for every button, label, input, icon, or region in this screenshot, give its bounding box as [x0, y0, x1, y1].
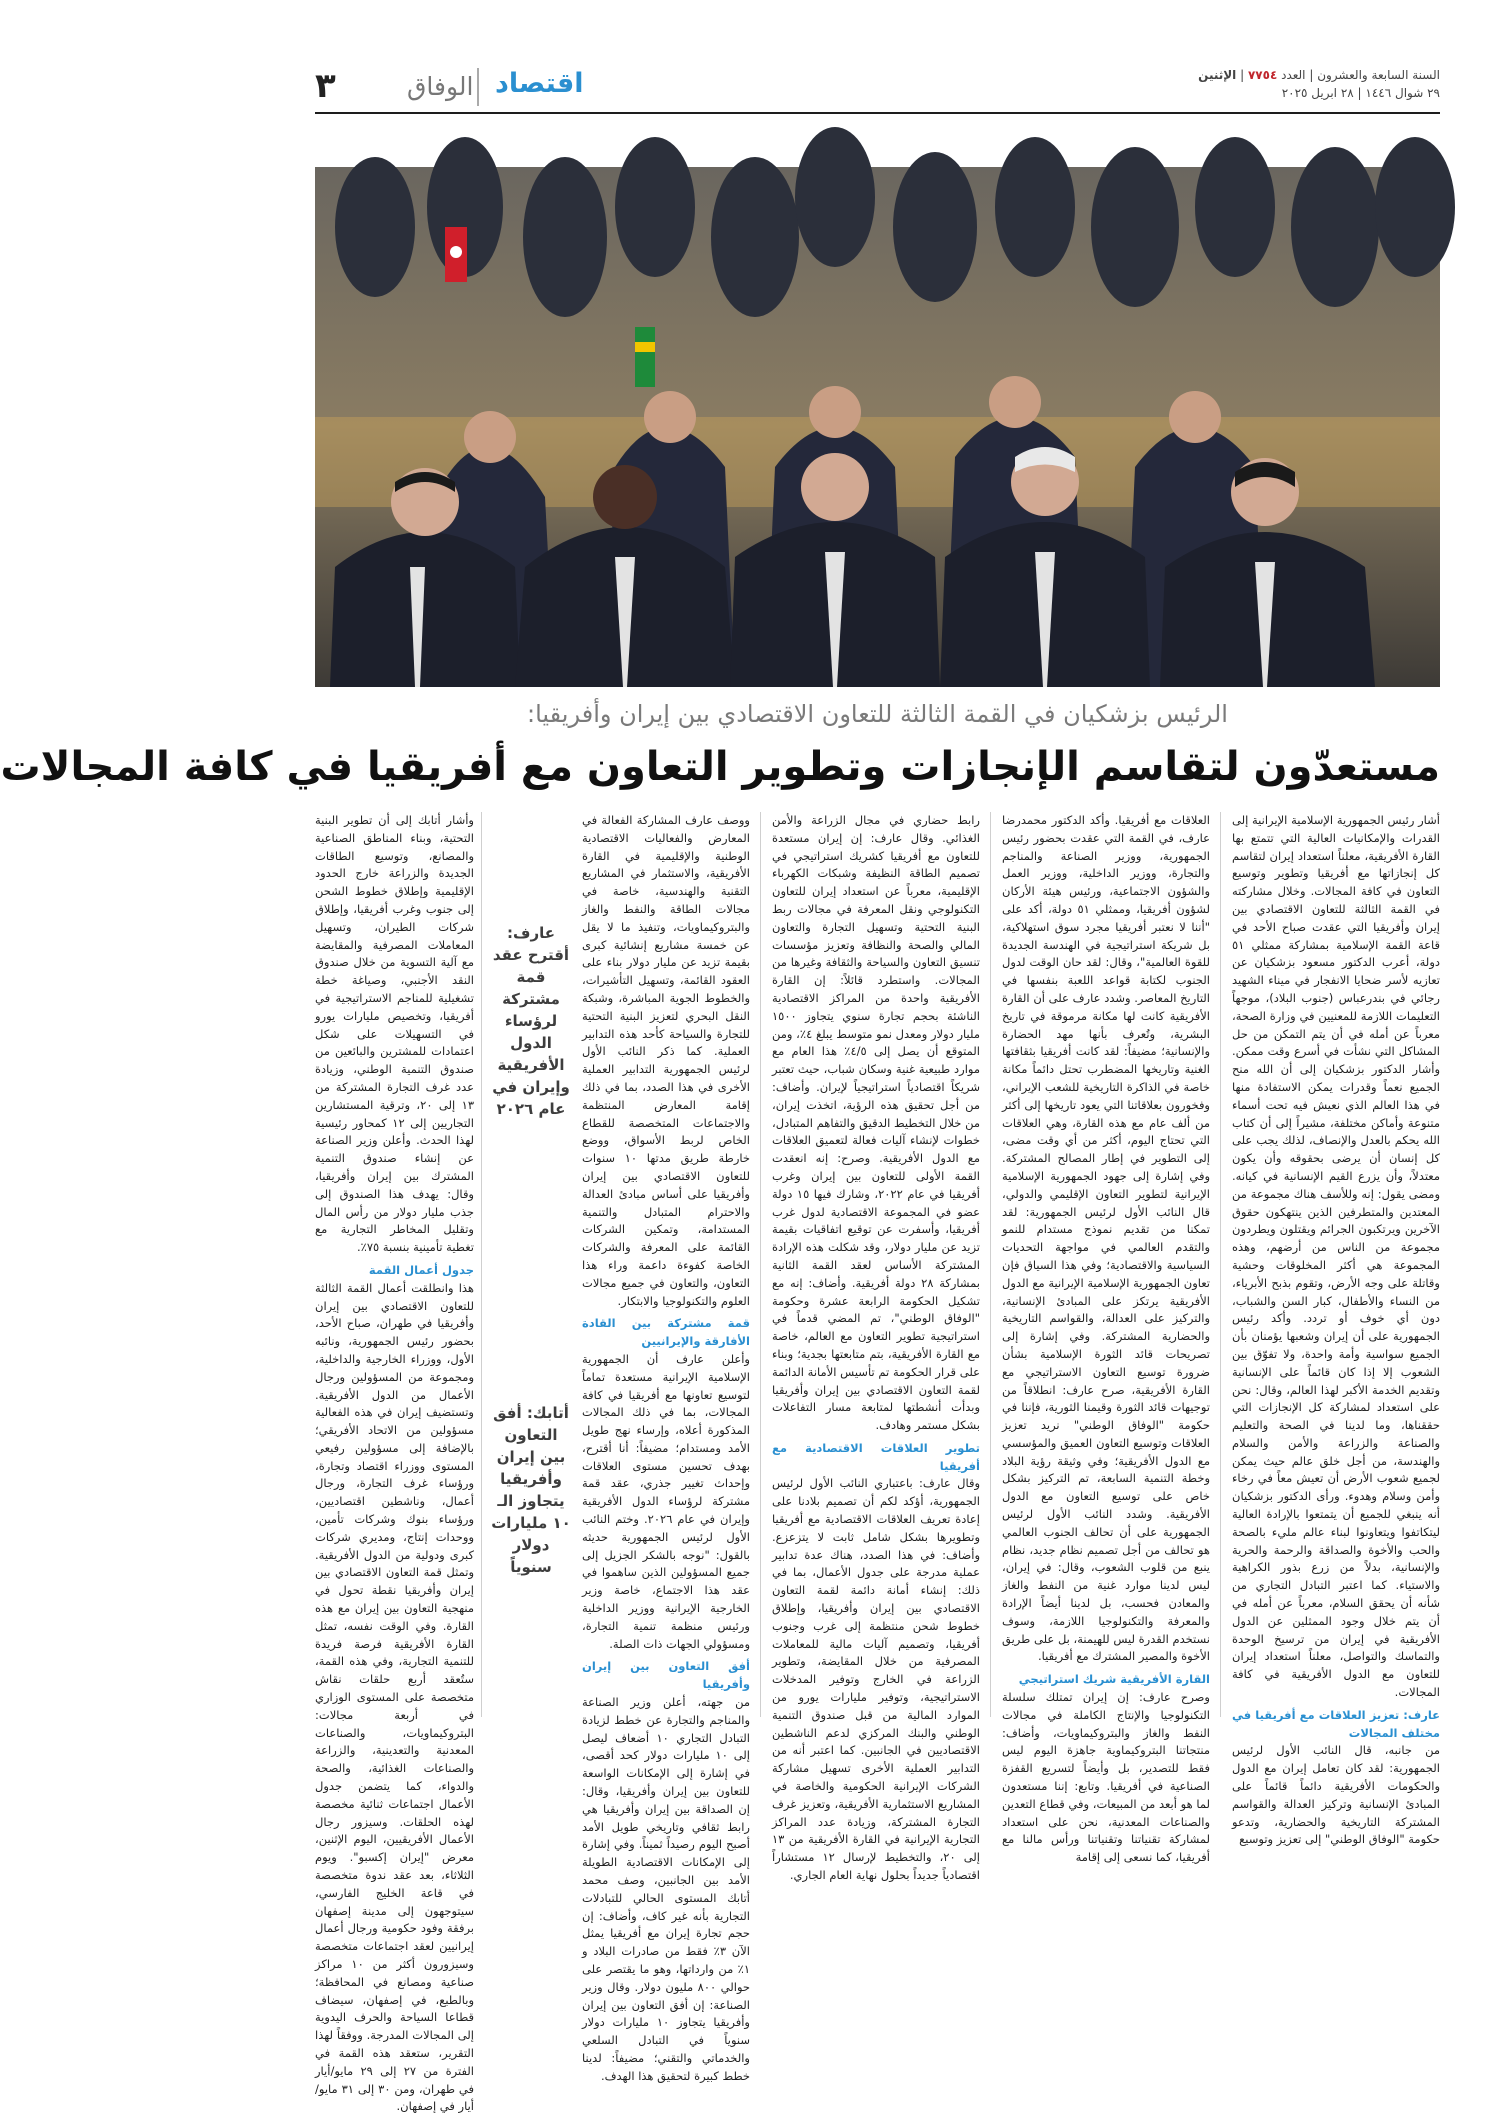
subheading: قمة مشتركة بين القادة الأفارقة والإيرانيين [582, 1316, 750, 1349]
subheading: عارف: تعزيز العلاقات مع أفريقيا في مختلف المجالات [1232, 1707, 1440, 1740]
newspaper-logo: الوفاق [407, 72, 474, 101]
summit-photo-illustration [315, 167, 1440, 687]
subheading: القارة الأفريقية شريك استراتيجي [1018, 1672, 1210, 1687]
header-divider [477, 68, 479, 106]
paragraph: هذا وانطلقت أعمال القمة الثالثة للتعاون الاقتصادي بين إيران وأفريقيا في طهران، صباح الأحد، بحضور رئيس الجمهورية، ونائبه الأول، ووزراء الخارجية والداخلية، ومجموعة من المسؤولين ورجال الأعمال من الدول الأفريقية. وتستضيف إيران في هذه الفعالية مسؤولين من الاتحاد الأفريقي؛ بالإضافة إلى مسؤولين رفيعي المستوى ووزراء اقتصاد وتجارة، ورؤساء غرف التجارة، ورجال أعمال، وناشطين اقتصاديين، ورؤساء بنوك وشركات تأمين، ووحدات إنتاج، ومديري شركات كبرى ودولية من الدول الأفريقية. وتمثل قمة التعاون الاقتصادي بين إيران وأفريقيا نقطة تحول في منهجية التعاون بين إيران مع هذه القارة. وفي الوقت نفسه، تمثل القارة الأفريقية فرصة فريدة للتنمية التجارية، وفي هذه القمة، ستُعقد أربع حلقات نقاش متخصصة على المستوى الوزاري في أربعة مجالات: البتروكيماويات، والصناعات المعدنية والتعدينية، والزراعة والصناعات الغذائية، والصحة والدواء، كما يتضمن جدول الأعمال اجتماعات ثنائية مخصصة لهذه الحلقات. وسيزور رجال الأعمال الأفريقيين، اليوم الإثنين، معرض "إيران إكسبو". ويوم الثلاثاء، بعد عقد ندوة متخصصة في قاعة الخليج الفارسي، سيتوجهون إلى مدينة إصفهان برفقة وفود حكومية ورجال أعمال إيرانيين لعقد اجتماعات متخصصة وسيزورون أكثر من ١٠ مراكز صناعية ومصانع في المحافظة؛ وبالطبع، في إصفهان، سيضاف قطاعا السياحة والحرف اليدوية إلى المجالات المدرجة. ووفقاً لهذا التقرير، ستعقد هذه القمة في الفترة من ٢٧ إلى ٢٩ مايو/أيار في طهران، ومن ٣٠ إلى ٣١ مايو/أيار في إصفهان. [315, 1280, 474, 2114]
column-divider [1220, 812, 1221, 1717]
paragraph: العلاقات مع أفريقيا. وأكد الدكتور محمدرضا عارف، في القمة التي عقدت بحضور رئيس الجمهورية، ووزير الصناعة والمناجم والتجارة، ووزير الداخلية، ووزير العمل والشؤون الاجتماعية، ورئيس هيئة الأركان لشؤون أفريقيا، وممثلي ٥١ دولة، أكد على "أننا لا نعتبر أفريقيا مجرد سوق استهلاكية، بل شريكة استراتيجية في الهندسة الجديدة للقوة العالمية"، وقال: لقد حان الوقت لدول الجنوب لكتابة قواعد اللعبة بنفسها في التاريخ المعاصر. وشدد عارف على أن القارة الأفريقية كانت لها مكانة مرموقة في تاريخ البشرية، وتُعرف بأنها مهد الحضارة والإنسانية؛ مضيفاً: لقد كانت أفريقيا بثقافتها الغنية وتاريخها المضطرب تحتل دائماً مكانة خاصة في الذاكرة التاريخية للشعب الإيراني، وفخورون بعلاقاتنا التي يعود تاريخها إلى أكثر من ألف عام مع هذه القارة، وهي العلاقات التي تحتاج اليوم، أكثر من أي وقت مضى، إلى التطوير في إطار المصالح المشتركة. وفي إشارة إلى جهود الجمهورية الإسلامية الإيرانية لتطوير التعاون الإقليمي والدولي، قال النائب الأول لرئيس الجمهورية: لقد تمكنا من تقديم نموذج مستدام للنمو والتقدم العالمي في مواجهة التحديات السياسية والاقتصادية؛ وفي هذا السياق فإن تعاون الجمهورية الإسلامية الإيرانية مع الدول الأفريقية يرتكز على المبادئ الإنسانية، والتركيز على العدالة، والقواسم التاريخية والحضارية المشتركة. وفي إشارة إلى تصريحات قائد الثورة الإسلامية بشأن ضرورة توسيع التعاون الاستراتيجي مع القارة الأفريقية، صرح عارف: انطلاقاً من توجيهات قائد الثورة وقيمنا الثورية، فإننا في حكومة "الوفاق الوطني" نريد تعزيز العلاقات وتوسيع التعاون العميق والمؤسسي مع الدول الأفريقية؛ وفي وثيقة رؤية البلاد وخطة التنمية السابعة، تم التركيز بشكل خاص على توسيع التعاون مع الدول الأفريقية. وشدد النائب الأول لرئيس الجمهورية على أن تحالف الجنوب العالمي هو تحالف من أجل تصميم نظام جديد، نظام ينبع من قلوب الشعوب، وقال: في إيران، ليس لدينا موارد غنية من النفط والغاز والمعادن فحسب، بل لدينا أيضاً الإرادة والمعرفة والتكنولوجيا اللازمة، وسوف نستخدم القدرة ليس للهيمنة، بل على طريق الأخوة والمصير المشترك مع أفريقيا. [1002, 813, 1211, 1664]
page-number: ٣ [315, 66, 336, 106]
issue-date: ٢٩ شوال ١٤٤٦ | ٢٨ ابريل ٢٠٢٥ [1281, 86, 1440, 100]
section-title: اقتصاد [495, 68, 584, 99]
column-1 [1232, 812, 1440, 1847]
paragraph: أشار رئيس الجمهورية الإسلامية الإيرانية إلى القدرات والإمكانيات العالية التي تتمتع بها القارة الأفريقية، معلناً استعداد إيران لتقاسم كل إنجازاتها مع أفريقيا وتطوير وتوسيع التعاون في كافة المجالات. وخلال مشاركته في القمة الثالثة للتعاون الاقتصادي بين إيران وأفريقيا التي عقدت صباح الأحد في قاعة القمة الإسلامية بمشاركة ممثلي ٥١ دولة، أعرب الدكتور مسعود بزشكيان عن تعازيه لأسر ضحايا الانفجار في ميناء الشهيد رجائي في بندرعباس (جنوب البلاد)، موجهاً التعليمات اللازمة للمعنيين في وزارة الصحة، معرباً عن أمله في أن يتم التمكن من حل المشاكل التي نشأت في أسرع وقت ممكن. وأشار الدكتور بزشكيان إلى أن الله منح الجميع نعماً وقدرات يمكن الاستفادة منها في هذا العالم الذي نعيش فيه تحت أسماء متنوعة وأماكن مختلفة، مشيراً إلى أن كتاب الله يحكم بالعدل والإنصاف، لذلك يجب على كل إنسان أن يرضى بحقوقه وأن يكون معتدلاً، وأن يزرع القيم الإنسانية في كيانه. ومضى يقول: إنه وللأسف هناك مجموعة من المعتدين والمتطرفين الذين ينتهكون حقوق الآخرين ويرتكبون الجرائم ويقتلون ويطردون مجموعة من الناس من أرضهم، وهذه المجموعة هي أكثر المخلوقات وحشية وقاتلة على وجه الأرض، وتقوم بذبح الأبرياء، من النساء والأطفال، كبار السن والشباب، دون أي خوف أو تردد. وأكد رئيس الجمهورية على أن إيران وشعبها يؤمنان بأن الجميع سواسية وأمة واحدة، ولا تفوّق بين الشعوب إلا إذا كان قائماً على الإنسانية وتقديم الخدمة الأكبر لهذا العالم، وقال: نحن على استعداد لمشاركة كل الإنجازات التي حققناها، وما لدينا في الصحة والتعليم والصناعة والزراعة والأمن والسلام والهندسة، من أجل خلق عالم حيث يمكن لجميع شعوب الأرض أن تعيش معاً في رخاء وأمن وسلام وهدوء. ورأى الدكتور بزشكيان أنه ينبغي للجميع أن يتمتعوا بالإرادة العالية ليتكاتفوا ويتعاونوا لبناء عالم مليء بالصحة والحب والأخوة والصداقة والرحمة والحرية والإنسانية، بدلاً من زرع بذور الكراهية والاستياء. كما اعتبر التبادل التجاري من شأنه أن يحقق السلام، معرباً عن أمله في أن يتم خلال وجود الممثلين عن الدول الأفريقية في إيران من ترسيخ الوحدة والتماسك والتواصل، معلناً استعداد إيران للتعاون مع الدول الأفريقية في كافة المجالات. [1232, 813, 1440, 1700]
issue-info: السنة السابعة والعشرون | العدد ٧٧٥٤ | الإثنين [1198, 68, 1440, 82]
column-2 [1002, 812, 1211, 1865]
pull-quote: عارف: أقترح عقد قمة مشتركة لرؤساء الدول الأفريقية وإيران في عام ٢٠٢٦ [492, 924, 570, 1118]
article-headline: مستعدّون لتقاسم الإنجازات وتطوير التعاون مع أفريقيا في كافة المجالات [0, 744, 1440, 790]
column-4 [582, 812, 750, 2083]
subheading: جدول أعمال القمة [368, 1262, 474, 1277]
article-kicker: الرئيس بزشكيان في القمة الثالثة للتعاون الاقتصادي بين إيران وأفريقيا: [527, 700, 1228, 728]
article-body [315, 812, 1440, 2114]
paragraph: من جهته، أعلن وزير الصناعة والمناجم والتجارة عن خطط لزيادة التبادل التجاري ١٠ أضعاف ليصل إلى ١٠ مليارات دولار كحد أقصى، في إشارة إلى الإمكانات الواسعة للتعاون بين إيران وأفريقيا، وقال: إن الصداقة بين إيران وأفريقيا هي رابط ثقافي وتاريخي طويل الأمد أصبح اليوم رصيداً ثميناً. وفي إشارة إلى الإمكانات الاقتصادية الطويلة الأمد بين الجانبين، وصف محمد أتابك المستوى الحالي للتبادلات التجارية بأنه غير كاف، وأضاف: إن حجم تجارة إيران مع أفريقيا يمثل الآن ٣٪ فقط من صادرات البلاد و ١٪ من وارداتها، وهو ما يقتصر على حوالي ٨٠٠ مليون دولار. وقال وزير الصناعة: إن أفق التعاون بين إيران وأفريقيا يتجاوز ١٠ مليارات دولار سنوياً في التبادل السلعي والخدماتي والتقني؛ مضيفاً: لدينا خطط كبيرة لتحقيق هذا الهدف. [582, 1695, 750, 2083]
column-divider [481, 812, 482, 1717]
column-divider [760, 812, 761, 1717]
paragraph: وأعلن عارف أن الجمهورية الإسلامية الإيرانية مستعدة تماماً لتوسيع تعاونها مع أفريقيا في كافة المجالات، بما في ذلك المجالات المذكورة أعلاه، وإرساء نهج طويل الأمد ومستدام؛ مضيفاً: أنا أقترح، بهدف تحسين مستوى العلاقات وإحداث تغيير جذري، عقد قمة مشتركة لرؤساء الدول الأفريقية وإيران في عام ٢٠٢٦. وختم النائب الأول لرئيس الجمهورية حديثه بالقول: "نوجه بالشكر الجزيل إلى جميع المسؤولين الذين ساهموا في عقد هذا الاجتماع، خاصة وزير الخارجية الإيرانية ووزير الداخلية ورئيس منظمة تنمية التجارة، ومسؤولي الجهات ذات الصلة. [582, 1351, 750, 1651]
paragraph: من جانبه، قال النائب الأول لرئيس الجمهورية: لقد كان تعامل إيران مع الدول والحكومات الأفريقية دائماً قائماً على المبادئ الإنسانية وتركيز العدالة والقواسم المشتركة التاريخية والحضارية، وتدعو حكومة "الوفاق الوطني" إلى تعزيز وتوسيع [1232, 1743, 1440, 1847]
weekday: الإثنين [1198, 68, 1237, 82]
paragraph: رابط حضاري في مجال الزراعة والأمن الغذائي. وقال عارف: إن إيران مستعدة للتعاون مع أفريقيا كشريك استراتيجي في تصميم الطاقة النظيفة وشبكات الكهرباء الإقليمية، معرباً عن استعداد إيران للتعاون التكنولوجي ونقل المعرفة في مجالات ربط البنية التحتية وتسهيل التجارة والتعاون المالي والصحة والنظافة وتعزيز مؤسسات تنسيق التعاون والسياحة والثقافة وغيرها من المجالات. واستطرد قائلاً: إن القارة الأفريقية واحدة من المراكز الاقتصادية الناشئة بحجم تجارة سنوي يتجاوز ١٥٠٠ مليار دولار ومعدل نمو متوسط يبلغ ٤٪، ومن المتوقع أن يصل إلى ٤/٥٪ هذا العام مع موارد طبيعية غنية وسكان شباب، حيث تعتبر شريكاً اقتصادياً استراتيجياً لإيران. وأضاف: من أجل تحقيق هذه الرؤية، اتخذت إيران، من خلال التخطيط الدقيق والتفاهم المتبادل، خطوات لإنشاء آليات فعالة لتعميق العلاقات مع الدول الأفريقية. وصرح: إنه انعقدت القمة الأولى للتعاون بين إيران وغرب أفريقيا في عام ٢٠٢٢، وشارك فيها ١٥ دولة عضو في المجموعة الاقتصادية لدول غرب أفريقيا، وأسفرت عن توقيع اتفاقيات بقيمة تزيد عن مليار دولار، وقد شكلت هذه الإرادة المشتركة الأساس لعقد القمة الثانية بمشاركة ٢٨ دولة أفريقية. وأضاف: إنه مع تشكيل الحكومة الرابعة عشرة وحكومة "الوفاق الوطني"، تم المضي قدماً في استراتيجية تطوير التعاون مع العالم، خاصة مع القارة الأفريقية، بتم متابعتها بجدية؛ وبناء على قرار الحكومة تم تأسيس الأمانة الدائمة لقمة التعاون الاقتصادي بين إيران وأفريقيا وبدأت أنشطتها لمتابعة مسار التفاعلات بشكل مستمر وهادف. [772, 813, 981, 1433]
summit-photo [315, 167, 1440, 687]
column-divider [990, 812, 991, 1717]
column-3 [772, 812, 981, 1883]
paragraph: ووصف عارف المشاركة الفعالة في المعارض والفعاليات الاقتصادية الوطنية والإقليمية في القارة الأفريقية، والاستثمار في المشاريع التقنية والهندسية، خاصة في مجالات الطاقة والنفط والغاز والبتروكيماويات، وتنفيذ ما لا يقل عن خمسة مشاريع إنشائية كبرى بقيمة تزيد عن مليار دولار بناء على العقود القائمة، وتسهيل التأشيرات، والخطوط الجوية المباشرة، وشبكة النقل البحري لتعزيز البنية التحتية للتجارة والسياحة كأحد هذه التدابير العملية. كما ذكر النائب الأول لرئيس الجمهورية التدابير العملية الأخرى في هذا الصدد، بما في ذلك إقامة المعارض المنتظمة والاجتماعات المتخصصة للقطاع الخاص لربط الأسواق، ووضع خارطة طريق مدتها ١٠ سنوات للتعاون الاقتصادي بين إيران وأفريقيا على أساس مبادئ العدالة والاحترام المتبادل والتنمية المستدامة، وتمكين الشركات القائمة على المعرفة والشركات الخاصة كفوءة داعمة وراء هذا التعاون، والتعاون في جميع مجالات العلوم والتكنولوجيا والابتكار. [582, 813, 750, 1308]
paragraph: وأشار أتابك إلى أن تطوير البنية التحتية، وبناء المناطق الصناعية والمصانع، وتوسيع الطاقات الجديدة والزراعة خارج الحدود الإقليمية وإطلاق خطوط الشحن إلى جنوب وغرب أفريقيا، وإطلاق شركات الطيران، وتسهيل المعاملات المصرفية والمقايضة مع آلية التسوية من خلال صندوق النقد الأجنبي، وصياغة خطة تشغيلية للمناجم الاستراتيجية في أفريقيا، وتخصيص مليارات يورو في التسهيلات على شكل اعتمادات للمشترين والبائعين من صندوق التنمية الوطني، وزيادة عدد غرف التجارة المشتركة من ١٣ إلى ٢٠، وترقية المستشارين التجاريين إلى ١٢ كمحاور رئيسية لهذا الحدث. وأعلن وزير الصناعة عن إنشاء صندوق التنمية المشترك بين إيران وأفريقيا، وقال: يهدف هذا الصندوق إلى جذب مليار دولار من رأس المال وتقليل المخاطر التجارية مع تغطية تأمينية بنسبة ٧٥٪. [315, 813, 474, 1255]
pull-quote: أتابك: أفق التعاون بين إيران وأفريقيا يتجاوز الـ ١٠ مليارات دولار سنوياً [491, 1404, 571, 1576]
column-5 [315, 812, 474, 2114]
paragraph: وقال عارف: باعتباري النائب الأول لرئيس الجمهورية، أؤكد لكم أن تصميم بلادنا على إعادة تعريف العلاقات الاقتصادية مع أفريقيا وتطويرها بشكل شامل ثابت لا يتزعزع. وأضاف: في هذا الصدد، هناك عدة تدابير عملية مدرجة على جدول الأعمال، بما في ذلك: إنشاء أمانة دائمة لقمة التعاون الاقتصادي بين إيران وأفريقيا، وإطلاق خطوط شحن منتظمة إلى غرب وجنوب أفريقيا، وتصميم آليات مالية للمعاملات المصرفية من خلال المقايضة، وتطوير الزراعة في الخارج وتوفير المدخلات الاستراتيجية، وتوفير مليارات يورو من الموارد المالية من قبل صندوق التنمية الوطني والبنك المركزي لدعم الناشطين الاقتصاديين في الجانبين. كما اعتبر أنه من التدابير العملية الأخرى تسهيل مشاركة الشركات الإيرانية الحكومية والخاصة في المشاريع الاستثمارية الأفريقية، وتعزيز غرف التجارة المشتركة، وزيادة عدد المراكز التجارية الإيرانية في القارة الأفريقية من ١٣ إلى ٢٠، والتخطيط لإرسال ١٢ مستشاراً اقتصادياً جديداً بحلول نهاية العام الجاري. [772, 1476, 980, 1883]
page-header [315, 60, 1440, 114]
paragraph: وصرح عارف: إن إيران تمتلك سلسلة التكنولوجيا والإنتاج الكاملة في مجالات النفط والغاز والبتروكيماويات، وأضاف: منتجاتنا البتروكيماوية جاهزة اليوم ليس فقط للتصدير، بل وأيضاً لتسريع القفزة الصناعية في أفريقيا. وتابع: إننا مستعدون لما هو أبعد من المبيعات، وفي قطاع التعدين والصناعات المعدنية، نحن على استعداد لمشاركة تقنياتنا وتقنياتنا ورأس مالنا مع أفريقيا، كما نسعى إلى إقامة [1002, 1690, 1210, 1865]
issue-number: ٧٧٥٤ [1247, 68, 1278, 82]
subheading: أفق التعاون بين إيران وأفريقيا [582, 1659, 750, 1692]
subheading: تطوير العلاقات الاقتصادية مع أفريقيا [772, 1440, 980, 1473]
